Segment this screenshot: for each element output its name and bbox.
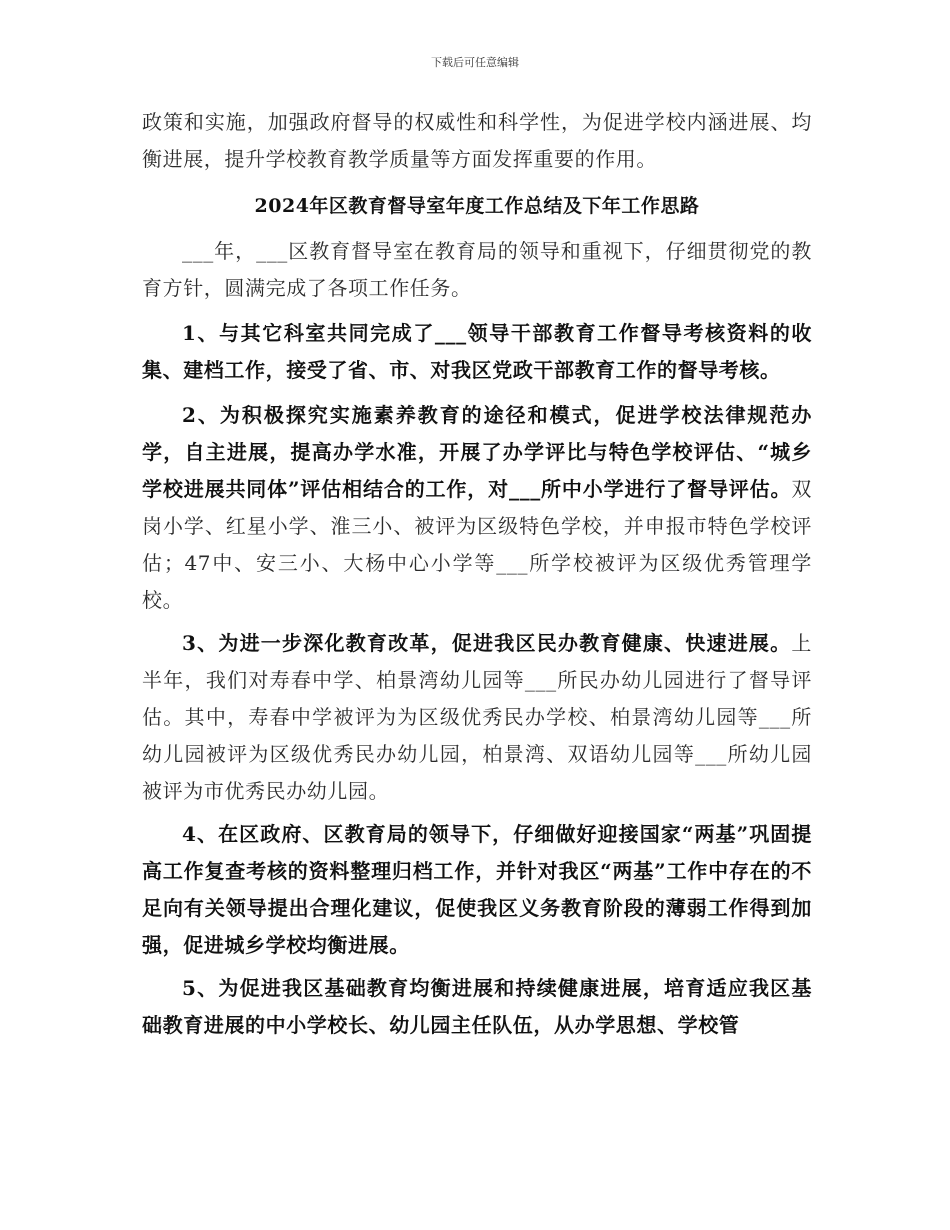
document-title: 2024年区教育督导室年度工作总结及下年工作思路 bbox=[254, 195, 700, 217]
header-note: 下载后可任意编辑 bbox=[431, 56, 519, 69]
item-3-bold-text: 3、为进一步深化教育改革，促进我区民办教育健康、快速进展。 bbox=[182, 631, 792, 655]
document-body bbox=[142, 104, 812, 1044]
item-4-paragraph: 4、在区政府、区教育局的领导下，仔细做好迎接国家“两基”巩固提高工作复查考核的资料整理归档工作，并针对我区“两基”工作中存在的不足向有关领导提出合理化建议，促使我区义务教育阶段的薄弱工作得到加强，促进城乡学校均衡进展。 bbox=[142, 822, 812, 957]
intro-paragraph: 政策和实施，加强政府督导的权威性和科学性，为促进学校内涵进展、均衡进展，提升学校教育教学质量等方面发挥重要的作用。 bbox=[142, 110, 812, 171]
item-2-bold-text: 2、为积极探究实施素养教育的途径和模式，促进学校法律规范办学，自主进展，提高办学水准，开展了办学评比与特色学校评估、“城乡学校进展共同体”评估相结合的工作，对___所中小学进行了督导评估。 bbox=[142, 403, 812, 501]
item-3-paragraph bbox=[142, 625, 812, 810]
item-1-paragraph: 1、与其它科室共同完成了___领导干部教育工作督导考核资料的收集、建档工作，接受了省、市、对我区党政干部教育工作的督导考核。 bbox=[142, 321, 812, 382]
item-5-paragraph: 5、为促进我区基础教育均衡进展和持续健康进展，培育适应我区基础教育进展的中小学校长、幼儿园主任队伍，从办学思想、学校管 bbox=[142, 976, 812, 1037]
item-2-paragraph bbox=[142, 397, 812, 619]
item-2-normal-text: 双岗小学、红星小学、淮三小、被评为区级特色学校，并申报市特色学校评估；47中、安三小、大杨中心小学等___所学校被评为区级优秀管理学校。 bbox=[142, 477, 812, 612]
item-3-normal-text: 上半年，我们对寿春中学、柏景湾幼儿园等___所民办幼儿园进行了督导评估。其中，寿春中学被评为为区级优秀民办学校、柏景湾幼儿园等___所幼儿园被评为区级优秀民办幼儿园，柏景湾、双语幼儿园等___所幼儿园被评为市优秀民办幼儿园。 bbox=[142, 631, 812, 803]
opening-paragraph: ___年，___区教育督导室在教育局的领导和重视下，仔细贯彻党的教育方针，圆满完成了各项工作任务。 bbox=[142, 239, 812, 300]
